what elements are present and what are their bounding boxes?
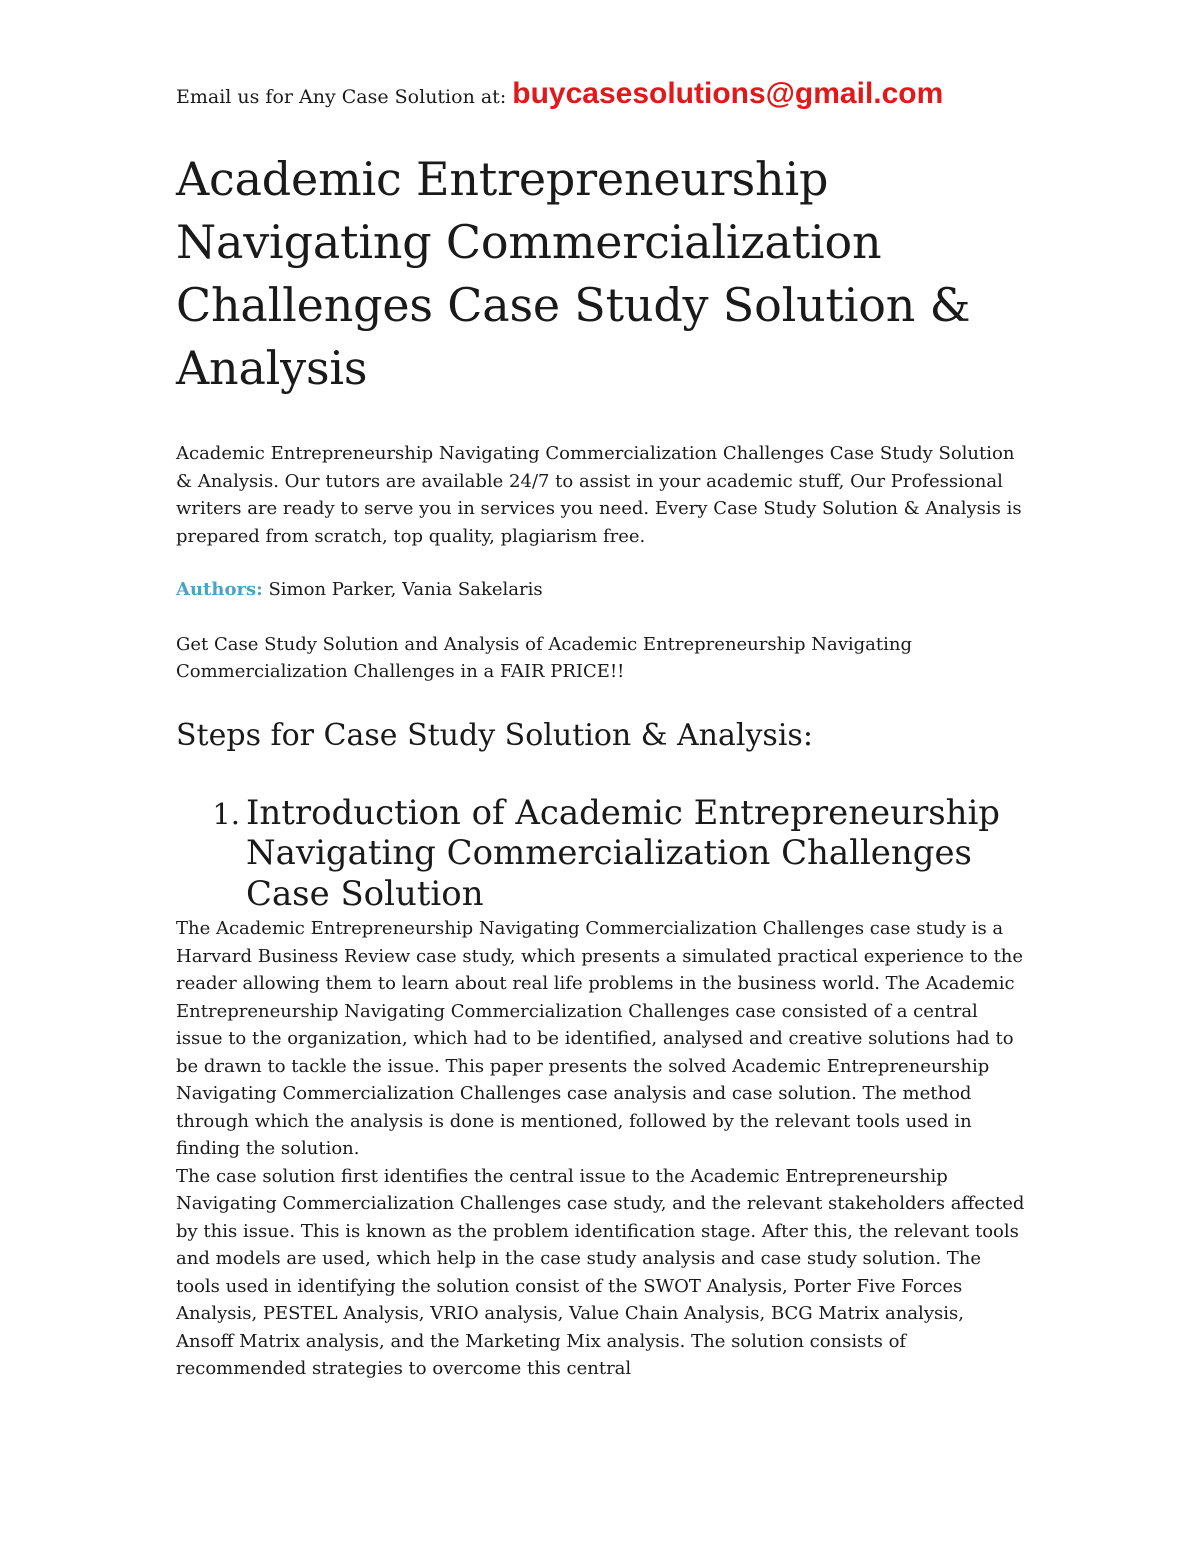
- step-title: Introduction of Academic Entrepreneurship Navigating Commercialization Challenges Case Solution: [246, 793, 1001, 914]
- authors-names: Simon Parker, Vania Sakelaris: [268, 579, 543, 600]
- steps-heading: Steps for Case Study Solution & Analysis:: [176, 717, 813, 753]
- authors-line: [176, 576, 1026, 604]
- step-item: [176, 794, 1026, 916]
- email-banner: [176, 74, 1026, 114]
- email-address-link[interactable]: buycasesolutions@gmail.com: [512, 77, 944, 110]
- fair-price-paragraph: Get Case Study Solution and Analysis of Academic Entrepreneurship Navigating Commercialization Challenges in a FAIR PRICE!!: [176, 633, 912, 682]
- email-prefix: Email us for Any Case Solution at:: [176, 86, 507, 108]
- body-paragraph: The case solution first identifies the central issue to the Academic Entrepreneurship Navigating Commercialization Challenges case study, and the relevant stakeholders affected by this issue. This is known as the problem identification stage. After this, the relevant tools and models are used, which help in the case study analysis and case study solution. The tools used in identifying the solution consist of the SWOT Analysis, Porter Five Forces Analysis, PESTEL Analysis, VRIO analysis, Value Chain Analysis, BCG Matrix analysis, Ansoff Matrix analysis, and the Marketing Mix analysis. The solution consists of recommended strategies to overcome this central: [176, 1165, 1025, 1379]
- document-title: Academic Entrepreneurship Navigating Commercialization Challenges Case Study Solution & Analysis: [176, 152, 971, 395]
- step-number: 1.: [212, 796, 240, 831]
- authors-label: Authors:: [176, 579, 263, 600]
- body-paragraph: The Academic Entrepreneurship Navigating Commercialization Challenges case study is a Harvard Business Review case study, which presents a simulated practical experience to the reader allowing them to learn about real life problems in the business world. The Academic Entrepreneurship Navigating Commercialization Challenges case consisted of a central issue to the organization, which had to be identified, analysed and creative solutions had to be drawn to tackle the issue. This paper presents the solved Academic Entrepreneurship Navigating Commercialization Challenges case analysis and case solution. The method through which the analysis is done is mentioned, followed by the relevant tools used in finding the solution.: [176, 918, 1024, 1159]
- document-page: [176, 74, 1026, 1383]
- intro-paragraph: Academic Entrepreneurship Navigating Commercialization Challenges Case Study Solution & Analysis. Our tutors are available 24/7 to assist in your academic stuff, Our Professional writers are ready to serve you in services you need. Every Case Study Solution & Analysis is prepared from scratch, top quality, plagiarism free.: [176, 443, 1022, 547]
